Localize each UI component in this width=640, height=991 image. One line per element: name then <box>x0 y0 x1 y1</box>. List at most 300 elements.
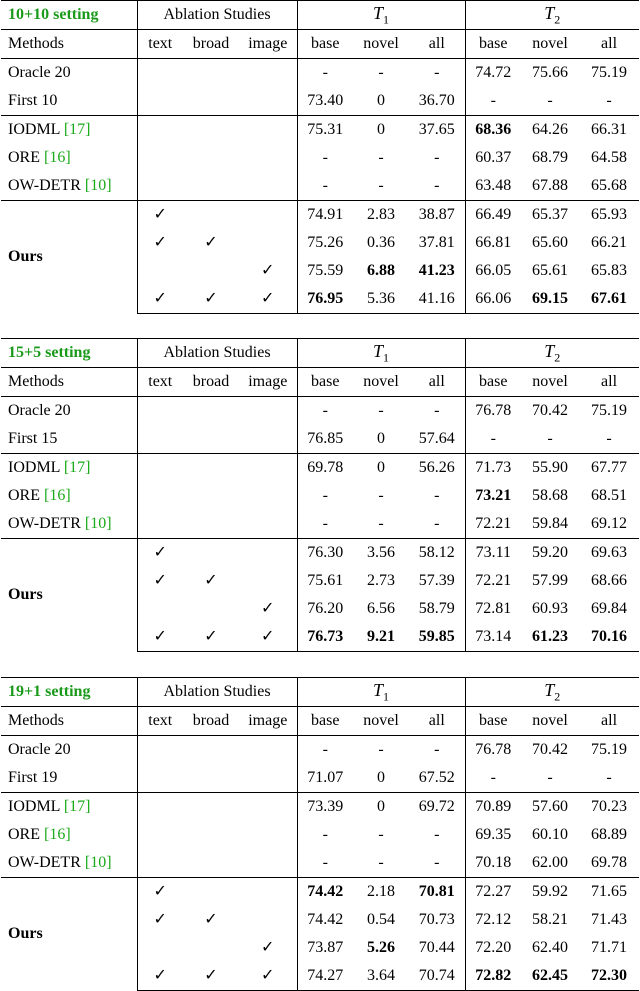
t1-value: 70.73 <box>409 906 465 934</box>
ablation-check <box>183 849 239 878</box>
t1-value: - <box>322 177 328 194</box>
t2-value: 57.99 <box>532 572 569 589</box>
ablation-check <box>183 257 239 285</box>
t2-novel-header: novel <box>521 368 579 397</box>
t1-value: 41.16 <box>409 285 465 314</box>
t2-value: 70.16 <box>579 623 639 652</box>
citation-link[interactable]: [16] <box>44 826 71 843</box>
col-broad-header: broad <box>183 30 239 59</box>
t1-value: 0 <box>353 116 409 145</box>
t1-value: - <box>378 826 384 843</box>
t1-novel-header: novel <box>353 368 409 397</box>
t1-value: 59.85 <box>409 623 465 652</box>
ablation-check <box>239 116 297 145</box>
t2-value: 72.12 <box>475 911 512 928</box>
t1-value: 76.73 <box>297 623 353 652</box>
methods-header: Methods <box>1 30 137 59</box>
ablation-check <box>239 849 297 878</box>
t2-value: 60.10 <box>532 826 569 843</box>
ablation-check: ✓ <box>183 623 239 652</box>
ablation-check <box>239 425 297 454</box>
t2-value: 60.37 <box>475 149 512 166</box>
t1-novel-header: novel <box>353 707 409 736</box>
t2-value: 59.84 <box>532 515 569 532</box>
t1-base-header: base <box>297 30 353 59</box>
t1-value: 74.91 <box>297 201 353 230</box>
t2-value: 70.42 <box>521 736 579 765</box>
t2-value: 66.81 <box>475 234 512 251</box>
t2-novel-header: novel <box>521 707 579 736</box>
t1-value: - <box>297 736 353 765</box>
t2-value: 67.88 <box>532 177 569 194</box>
t1-value: 76.30 <box>297 539 353 568</box>
t2-value: 67.61 <box>579 285 639 314</box>
ablation-check: ✓ <box>137 878 183 907</box>
ablation-check <box>239 906 297 934</box>
ablation-check: ✓ <box>239 285 297 314</box>
t2-value: 59.20 <box>521 539 579 568</box>
t2-value: 64.58 <box>591 149 628 166</box>
method-name: IODML [17] <box>1 454 137 483</box>
ablation-check: ✓ <box>153 572 167 589</box>
ablation-check <box>239 201 297 230</box>
t2-header: $T_2$ <box>465 339 639 368</box>
method-name: IODML [17] <box>1 116 137 145</box>
method-name: Oracle 20 <box>1 397 137 426</box>
t1-value: - <box>409 144 465 172</box>
ablation-header: Ablation Studies <box>137 678 297 707</box>
t1-value: 71.07 <box>307 769 344 786</box>
t2-base-header: base <box>465 368 521 397</box>
method-name: First 15 <box>1 425 137 454</box>
t1-value: 0 <box>377 769 386 786</box>
table-row <box>1 482 639 510</box>
ablation-check <box>137 144 183 172</box>
t2-value: 70.89 <box>465 793 521 822</box>
t1-header: $T_1$ <box>297 678 465 707</box>
t2-value: 65.93 <box>579 201 639 230</box>
ablation-check <box>183 172 239 201</box>
ablation-check <box>239 87 297 116</box>
t1-value: - <box>409 736 465 765</box>
ablation-check <box>137 764 183 793</box>
citation-link[interactable]: [17] <box>63 459 91 476</box>
t1-value: - <box>409 172 465 201</box>
table-row <box>1 201 639 230</box>
t1-value: 70.44 <box>409 934 465 962</box>
t1-value: 9.21 <box>353 623 409 652</box>
t1-value: 56.26 <box>409 454 465 483</box>
ablation-check <box>137 116 183 145</box>
t2-value: 68.36 <box>465 116 521 145</box>
t1-value: 5.36 <box>353 285 409 314</box>
ablation-check <box>137 172 183 201</box>
method-name: First 10 <box>1 87 137 116</box>
t1-base-header: base <box>297 707 353 736</box>
method-name: Oracle 20 <box>1 736 137 765</box>
ablation-check <box>183 793 239 822</box>
citation-link[interactable]: [10] <box>84 515 112 532</box>
t1-value: 74.27 <box>297 962 353 991</box>
t2-value: 69.12 <box>591 515 628 532</box>
col-text-header: text <box>137 30 183 59</box>
ablation-check: ✓ <box>204 572 218 589</box>
t1-value: 73.40 <box>307 92 344 109</box>
results-table-3 <box>1 677 639 991</box>
t2-value: 73.14 <box>465 623 521 652</box>
ablation-check <box>239 59 297 88</box>
citation-link[interactable]: [10] <box>84 177 112 194</box>
t1-value: 0 <box>353 454 409 483</box>
t2-all-header: all <box>579 368 639 397</box>
t1-value: - <box>322 515 328 532</box>
ablation-check <box>183 510 239 539</box>
t2-header: $T_2$ <box>465 1 639 30</box>
t2-value: 72.21 <box>475 515 512 532</box>
t1-novel-header: novel <box>353 30 409 59</box>
t1-value: 3.64 <box>353 962 409 991</box>
t1-value: 41.23 <box>409 257 465 285</box>
results-table-1 <box>1 0 639 314</box>
ablation-check <box>183 736 239 765</box>
t2-value: 65.68 <box>591 177 628 194</box>
t1-value: - <box>297 397 353 426</box>
t1-value: - <box>409 849 465 878</box>
t1-value: 2.73 <box>367 572 396 589</box>
t2-value: 61.23 <box>521 623 579 652</box>
t1-value: 37.65 <box>409 116 465 145</box>
t2-value: 69.84 <box>591 600 628 617</box>
ablation-check <box>183 144 239 172</box>
t1-value: 2.83 <box>353 201 409 230</box>
col-text-header: text <box>137 707 183 736</box>
ablation-check <box>137 87 183 116</box>
table-row <box>1 144 639 172</box>
t2-value: - <box>606 430 612 447</box>
ablation-check <box>137 257 183 285</box>
ablation-check <box>137 397 183 426</box>
ablation-check <box>183 454 239 483</box>
t1-all-header: all <box>409 707 465 736</box>
ablation-check: ✓ <box>137 285 183 314</box>
t2-value: 60.93 <box>532 600 569 617</box>
ablation-check <box>137 425 183 454</box>
t2-value: 73.11 <box>465 539 521 568</box>
t2-value: 57.60 <box>521 793 579 822</box>
t2-value: 66.06 <box>465 285 521 314</box>
t2-value: 64.26 <box>521 116 579 145</box>
ablation-check <box>137 510 183 539</box>
col-image-header: image <box>239 30 297 59</box>
t2-value: 71.73 <box>465 454 521 483</box>
t1-value: - <box>409 397 465 426</box>
ablation-check <box>137 59 183 88</box>
t2-value: 69.15 <box>521 285 579 314</box>
t2-value: 68.66 <box>591 572 628 589</box>
t1-all-header: all <box>409 30 465 59</box>
results-table-2 <box>1 338 639 652</box>
t2-value: 76.78 <box>465 736 521 765</box>
t2-value: 58.68 <box>532 487 569 504</box>
t1-value: 58.12 <box>409 539 465 568</box>
t1-value: 5.26 <box>367 939 396 956</box>
t2-value: 71.71 <box>591 939 628 956</box>
ablation-check <box>239 539 297 568</box>
method-name: OW-DETR [10] <box>1 849 137 878</box>
method-name: ORE [16] <box>1 482 137 510</box>
t2-value: 59.92 <box>521 878 579 907</box>
t1-all-header: all <box>409 368 465 397</box>
t2-value: 75.19 <box>579 59 639 88</box>
setting-label: 15+5 setting <box>1 339 137 368</box>
ablation-check <box>183 934 239 962</box>
t1-value: 76.20 <box>307 600 344 617</box>
ablation-check <box>183 397 239 426</box>
citation-link[interactable]: [17] <box>63 121 91 138</box>
t2-all-header: all <box>579 30 639 59</box>
ablation-check <box>239 793 297 822</box>
table-row <box>1 849 639 878</box>
table-row <box>1 878 639 907</box>
t2-value: 70.23 <box>579 793 639 822</box>
t2-value: 65.37 <box>521 201 579 230</box>
ablation-check <box>239 567 297 595</box>
t2-value: 68.89 <box>591 826 628 843</box>
t2-value: 72.30 <box>579 962 639 991</box>
t2-value: 62.40 <box>532 939 569 956</box>
ablation-check: ✓ <box>137 623 183 652</box>
table-row <box>1 510 639 539</box>
t1-value: - <box>409 482 465 510</box>
t2-value: - <box>547 92 553 109</box>
ablation-check <box>137 454 183 483</box>
citation-link[interactable]: [16] <box>44 149 71 166</box>
t1-value: 0 <box>353 793 409 822</box>
t1-value: - <box>378 854 384 871</box>
ablation-check <box>239 764 297 793</box>
t1-value: 0.36 <box>367 234 396 251</box>
t2-all-header: all <box>579 707 639 736</box>
t1-value: 57.64 <box>409 425 465 454</box>
col-broad-header: broad <box>183 368 239 397</box>
t2-value: 65.60 <box>532 234 569 251</box>
t2-value: 65.83 <box>591 262 628 279</box>
ablation-check <box>239 821 297 849</box>
method-ours: Ours <box>1 878 137 991</box>
t1-value: 69.72 <box>409 793 465 822</box>
t2-novel-header: novel <box>521 30 579 59</box>
ablation-check: ✓ <box>204 911 218 928</box>
ablation-check <box>239 878 297 907</box>
t1-value: - <box>322 854 328 871</box>
table-row <box>1 397 639 426</box>
t1-value: - <box>322 487 328 504</box>
t2-value: 62.00 <box>532 854 569 871</box>
ablation-header: Ablation Studies <box>137 339 297 368</box>
t2-value: 72.27 <box>465 878 521 907</box>
t2-value: 75.19 <box>579 736 639 765</box>
ablation-check: ✓ <box>153 234 167 251</box>
t2-value: 70.18 <box>475 854 512 871</box>
t2-value: 65.61 <box>532 262 569 279</box>
t2-value: 73.21 <box>475 487 512 504</box>
ablation-check: ✓ <box>204 234 218 251</box>
t1-value: 2.18 <box>353 878 409 907</box>
t1-value: - <box>409 510 465 539</box>
t2-value: 66.21 <box>591 234 628 251</box>
setting-label: 19+1 setting <box>1 678 137 707</box>
t1-value: 73.39 <box>297 793 353 822</box>
t2-value: 67.77 <box>579 454 639 483</box>
t1-value: 69.78 <box>297 454 353 483</box>
t1-value: - <box>322 826 328 843</box>
methods-header: Methods <box>1 368 137 397</box>
ablation-check <box>183 595 239 623</box>
t1-value: - <box>322 149 328 166</box>
ablation-check <box>183 87 239 116</box>
ablation-check <box>137 793 183 822</box>
ablation-check: ✓ <box>239 257 297 285</box>
t1-value: 0.54 <box>367 911 396 928</box>
ablation-check: ✓ <box>183 962 239 991</box>
t1-value: 73.87 <box>307 939 344 956</box>
method-ours: Ours <box>1 201 137 314</box>
t2-header: $T_2$ <box>465 678 639 707</box>
setting-label: 10+10 setting <box>1 1 137 30</box>
t2-value: 72.81 <box>475 600 512 617</box>
ablation-check <box>137 821 183 849</box>
ablation-check <box>239 736 297 765</box>
ablation-check: ✓ <box>239 595 297 623</box>
ablation-check <box>239 397 297 426</box>
ablation-check <box>239 454 297 483</box>
t1-value: 0 <box>377 92 386 109</box>
ablation-check <box>183 764 239 793</box>
method-ours: Ours <box>1 539 137 652</box>
ablation-check: ✓ <box>239 962 297 991</box>
t1-value: 75.61 <box>307 572 344 589</box>
t2-value: 71.43 <box>591 911 628 928</box>
t2-value: 71.65 <box>579 878 639 907</box>
ablation-check: ✓ <box>239 623 297 652</box>
t2-value: 66.05 <box>475 262 512 279</box>
ablation-check <box>183 116 239 145</box>
t2-value: 62.45 <box>521 962 579 991</box>
t1-value: - <box>353 736 409 765</box>
t1-value: 58.79 <box>409 595 465 623</box>
t2-value: 68.79 <box>532 149 569 166</box>
t2-value: 75.19 <box>579 397 639 426</box>
t2-value: 69.63 <box>579 539 639 568</box>
ablation-check: ✓ <box>183 285 239 314</box>
ablation-check <box>137 736 183 765</box>
t1-header: $T_1$ <box>297 339 465 368</box>
ablation-check: ✓ <box>137 539 183 568</box>
t1-value: 6.88 <box>367 262 396 279</box>
ablation-check <box>183 539 239 568</box>
t2-value: 72.21 <box>475 572 512 589</box>
t2-value: - <box>490 430 496 447</box>
col-image-header: image <box>239 707 297 736</box>
t1-value: 3.56 <box>353 539 409 568</box>
t1-value: 0 <box>377 430 386 447</box>
t1-base-header: base <box>297 368 353 397</box>
t1-header: $T_1$ <box>297 1 465 30</box>
t1-value: 67.52 <box>409 764 465 793</box>
t1-value: - <box>378 515 384 532</box>
t2-value: - <box>606 769 612 786</box>
t1-value: 70.74 <box>409 962 465 991</box>
col-image-header: image <box>239 368 297 397</box>
t2-value: - <box>547 430 553 447</box>
ablation-check <box>239 229 297 257</box>
table-row <box>1 59 639 88</box>
t2-base-header: base <box>465 30 521 59</box>
t1-value: 36.70 <box>409 87 465 116</box>
t2-value: 68.51 <box>591 487 628 504</box>
t2-value: - <box>547 769 553 786</box>
citation-link[interactable]: [10] <box>84 854 112 871</box>
ablation-check <box>183 59 239 88</box>
ablation-check <box>137 482 183 510</box>
t2-value: 74.72 <box>465 59 521 88</box>
citation-link[interactable]: [17] <box>63 798 91 815</box>
col-broad-header: broad <box>183 707 239 736</box>
table-row <box>1 539 639 568</box>
t2-value: - <box>490 92 496 109</box>
table-row <box>1 425 639 454</box>
table-row <box>1 764 639 793</box>
method-name: ORE [16] <box>1 144 137 172</box>
ablation-check <box>183 201 239 230</box>
t1-value: 74.42 <box>297 878 353 907</box>
t1-value: 76.95 <box>297 285 353 314</box>
t1-value: 75.26 <box>307 234 344 251</box>
ablation-check <box>183 821 239 849</box>
method-name: IODML [17] <box>1 793 137 822</box>
t2-value: 69.78 <box>591 854 628 871</box>
t1-value: 70.81 <box>409 878 465 907</box>
t2-value: 70.42 <box>521 397 579 426</box>
t2-value: 55.90 <box>521 454 579 483</box>
citation-link[interactable]: [16] <box>44 487 71 504</box>
t2-value: 66.49 <box>465 201 521 230</box>
ablation-check <box>183 878 239 907</box>
ablation-check: ✓ <box>137 201 183 230</box>
t1-value: 74.42 <box>307 911 344 928</box>
t1-value: 76.85 <box>307 430 344 447</box>
t1-value: 6.56 <box>367 600 396 617</box>
ablation-check <box>137 934 183 962</box>
t2-value: 75.66 <box>521 59 579 88</box>
t1-value: - <box>378 149 384 166</box>
ablation-check: ✓ <box>153 911 167 928</box>
t2-value: 66.31 <box>579 116 639 145</box>
t1-value: 75.31 <box>297 116 353 145</box>
method-name: ORE [16] <box>1 821 137 849</box>
methods-header: Methods <box>1 707 137 736</box>
t2-value: - <box>490 769 496 786</box>
method-name: OW-DETR [10] <box>1 510 137 539</box>
t2-value: 63.48 <box>475 177 512 194</box>
t1-value: - <box>378 487 384 504</box>
t2-base-header: base <box>465 707 521 736</box>
t1-value: 57.39 <box>409 567 465 595</box>
method-name: First 19 <box>1 764 137 793</box>
ablation-check: ✓ <box>239 934 297 962</box>
t2-value: 72.82 <box>465 962 521 991</box>
ablation-check <box>183 482 239 510</box>
